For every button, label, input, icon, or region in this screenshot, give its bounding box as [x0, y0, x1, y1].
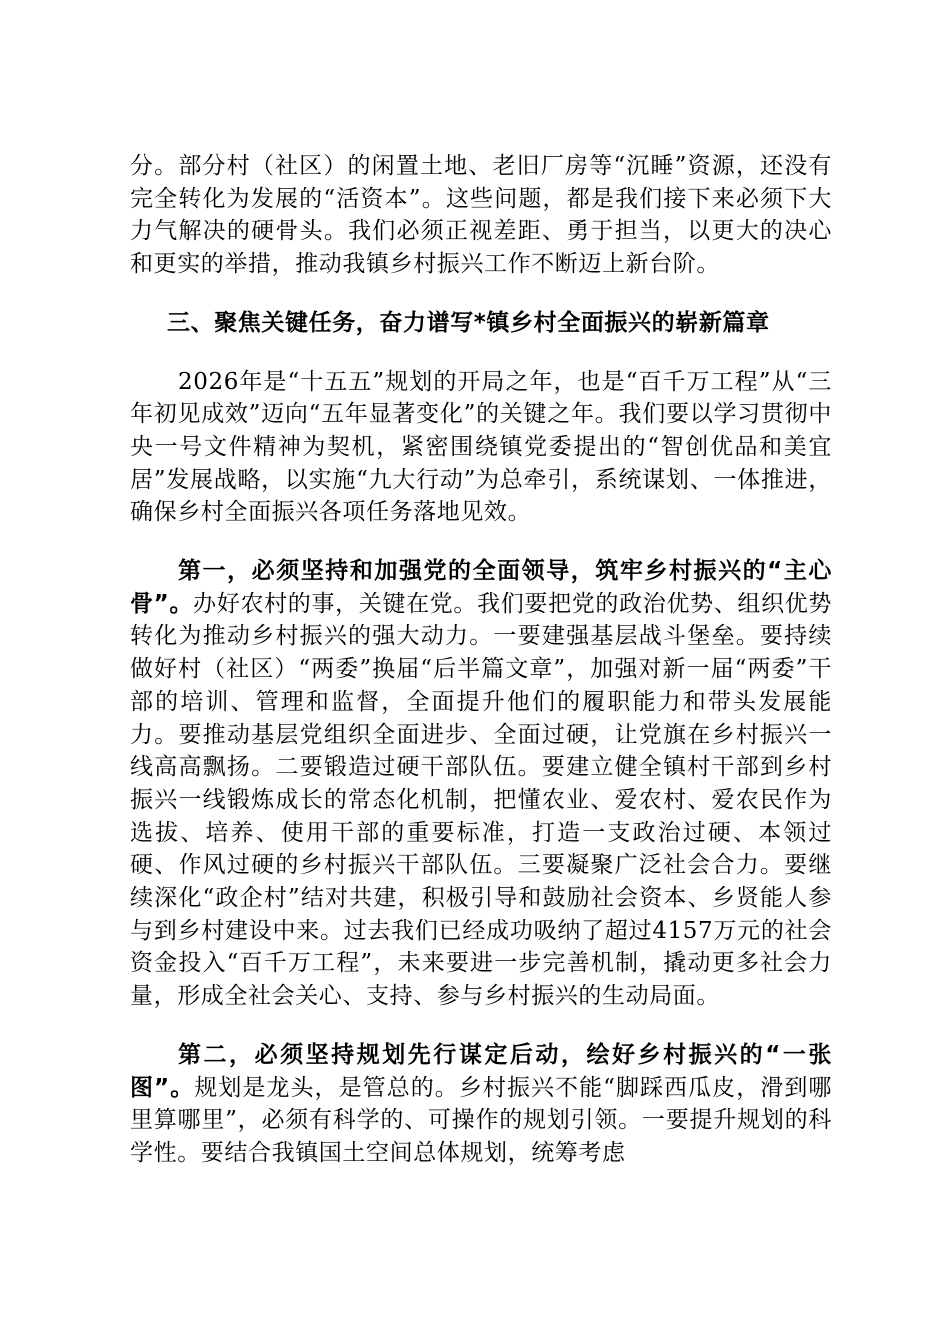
paragraph-point-1	[130, 555, 832, 1013]
point-2-lead: 第二，必须坚持规划先行谋定后动，绘好乡村振兴的“一张图”。	[130, 1041, 832, 1101]
section-heading: 三、聚焦关键任务，奋力谱写*镇乡村全面振兴的崭新篇章	[167, 309, 770, 336]
document-page	[130, 150, 832, 1170]
point-1-lead: 第一，必须坚持和加强党的全面领导，筑牢乡村振兴的“主心骨”。	[130, 558, 832, 617]
point-2-body: 规划是龙头，是管总的。乡村振兴不能“脚踩西瓜皮，滑到哪里算哪里”，必须有科学的、可操作的规划引领。一要提升规划的科学性。要结合我镇国土空间总体规划，统筹考虑	[130, 1074, 832, 1166]
paragraph-point-2	[130, 1039, 832, 1170]
paragraph-continued: 分。部分村（社区）的闲置土地、老旧厂房等“沉睡”资源，还没有完全转化为发展的“活资本”。这些问题，都是我们接下来必须下大力气解决的硬骨头。我们必须正视差距、勇于担当，以更大的决心和更实的举措，推动我镇乡村振兴工作不断迈上新台阶。	[130, 153, 832, 278]
paragraph-intro: 2026年是“十五五”规划的开局之年，也是“百千万工程”从“三年初见成效”迈向“五年显著变化”的关键之年。我们要以学习贯彻中央一号文件精神为契机，紧密围绕镇党委提出的“智创优品和美宜居”发展战略，以实施“九大行动”为总牵引，系统谋划、一体推进，确保乡村全面振兴各项任务落地见效。	[130, 368, 832, 526]
point-1-body: 办好农村的事，关键在党。我们要把党的政治优势、组织优势转化为推动乡村振兴的强大动力。一要建强基层战斗堡垒。要持续做好村（社区）“两委”换届“后半篇文章”，加强对新一届“两委”干部的培训、管理和监督，全面提升他们的履职能力和带头发展能力。要推动基层党组织全面进步、全面过硬，让党旗在乡村振兴一线高高飘扬。二要锻造过硬干部队伍。要建立健全镇村干部到乡村振兴一线锻炼成长的常态化机制，把懂农业、爱农村、爱农民作为选拔、培养、使用干部的重要标准，打造一支政治过硬、本领过硬、作风过硬的乡村振兴干部队伍。三要凝聚广泛社会合力。要继续深化“政企村”结对共建，积极引导和鼓励社会资本、乡贤能人参与到乡村建设中来。过去我们已经成功吸纳了超过4157万元的社会资金投入“百千万工程”，未来要进一步完善机制，撬动更多社会力量，形成全社会关心、支持、参与乡村振兴的生动局面。	[130, 590, 833, 1010]
